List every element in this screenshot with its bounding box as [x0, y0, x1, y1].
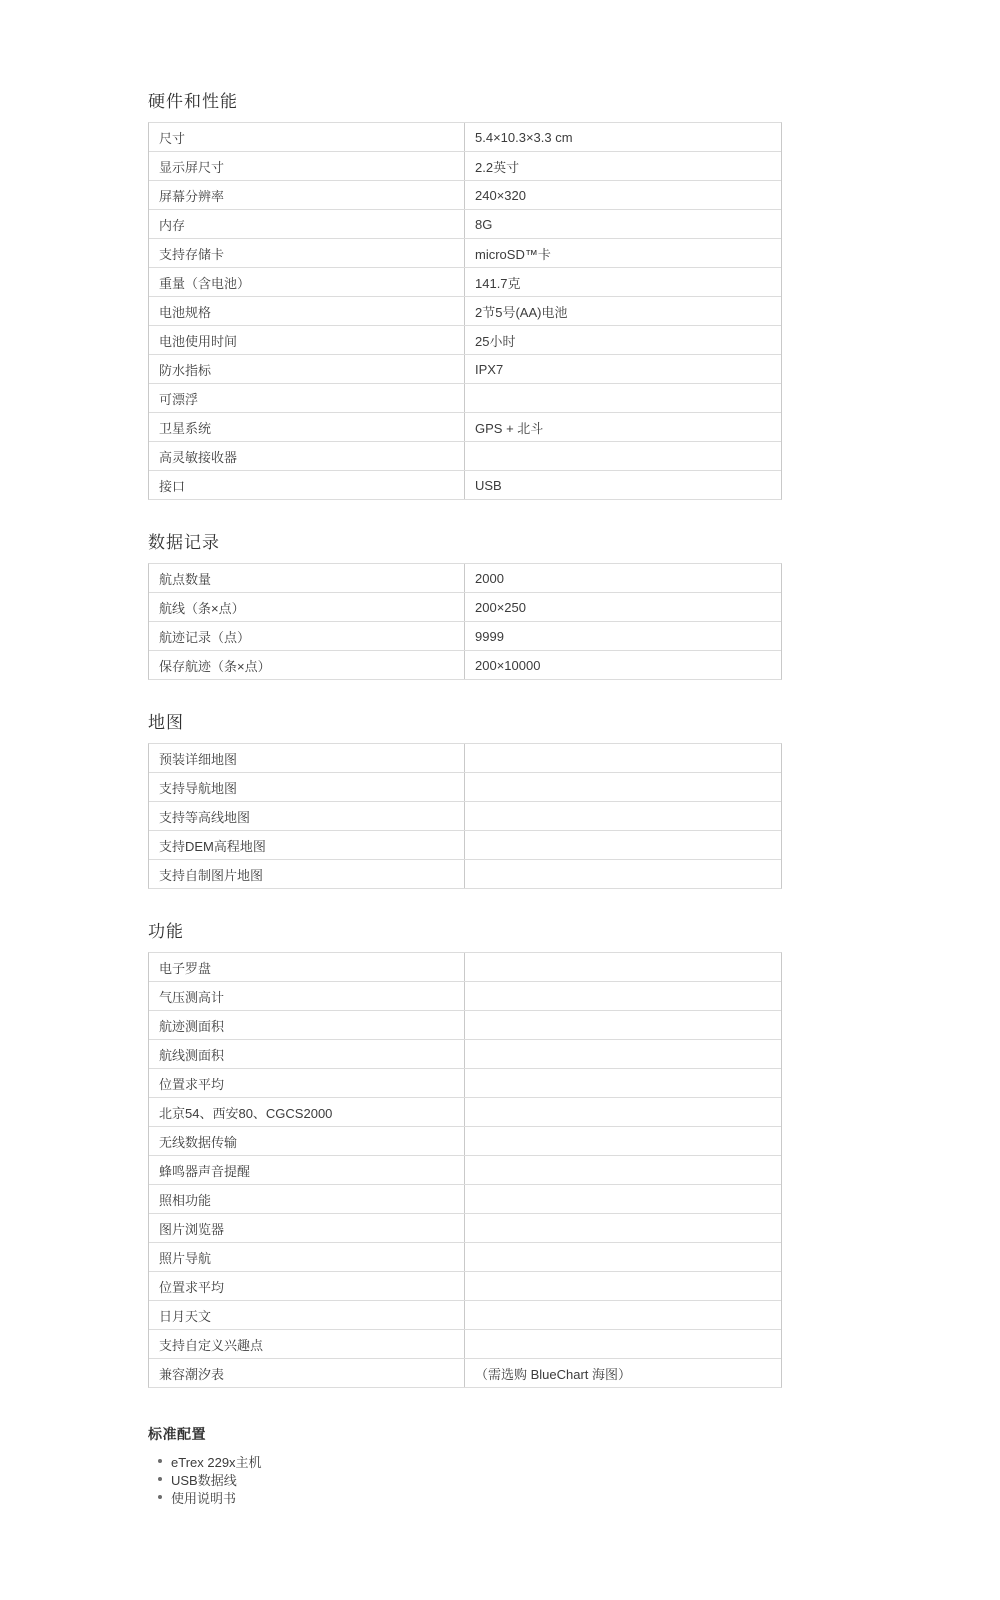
- spec-label: 气压测高计: [149, 982, 465, 1010]
- spec-label: 高灵敏接收器: [149, 442, 465, 470]
- spec-value: 8G: [475, 216, 493, 232]
- section-data-recording: [148, 534, 782, 680]
- spec-label: 图片浏览器: [149, 1214, 465, 1242]
- spec-row: [149, 1271, 781, 1300]
- spec-row: [149, 744, 781, 772]
- spec-row: [149, 1010, 781, 1039]
- spec-label: 北京54、西安80、CGCS2000: [149, 1098, 465, 1126]
- spec-value: [465, 831, 781, 859]
- spec-row: [149, 592, 781, 621]
- spec-label: 电子罗盘: [149, 953, 465, 981]
- spec-label: 兼容潮汐表: [149, 1359, 465, 1387]
- spec-row: [149, 1184, 781, 1213]
- spec-row: [149, 238, 781, 267]
- spec-row: [149, 830, 781, 859]
- spec-value: [465, 744, 781, 772]
- spec-value: [465, 1330, 781, 1358]
- section-title: 硬件和性能: [148, 92, 238, 111]
- spec-row: [149, 1329, 781, 1358]
- spec-row: [149, 1213, 781, 1242]
- spec-table-hardware: [148, 122, 782, 500]
- spec-value: [465, 1301, 781, 1329]
- section-maps: [148, 714, 782, 889]
- spec-row: [149, 981, 781, 1010]
- spec-row: [149, 383, 781, 412]
- spec-label: 重量（含电池）: [149, 268, 465, 296]
- spec-value: [465, 982, 781, 1010]
- spec-row: [149, 1039, 781, 1068]
- spec-label: 电池规格: [149, 297, 465, 325]
- spec-row: [149, 1358, 781, 1387]
- spec-label: 支持存储卡: [149, 239, 465, 267]
- spec-value: [465, 1185, 781, 1213]
- spec-value: [465, 1069, 781, 1097]
- section-features: [148, 923, 782, 1388]
- section-title: 功能: [148, 922, 184, 941]
- spec-value: microSD™卡: [475, 246, 551, 262]
- spec-row: [149, 354, 781, 383]
- spec-label: 航迹记录（点）: [149, 622, 465, 650]
- spec-value: IPX7: [475, 361, 504, 377]
- spec-label: 尺寸: [149, 123, 465, 151]
- spec-row: [149, 1126, 781, 1155]
- spec-value: 240×320: [475, 187, 526, 203]
- spec-label: 支持DEM高程地图: [149, 831, 465, 859]
- spec-label: 无线数据传输: [149, 1127, 465, 1155]
- config-item-label: USB数据线: [171, 1472, 237, 1488]
- spec-label: 显示屏尺寸: [149, 152, 465, 180]
- spec-value: [465, 1156, 781, 1184]
- spec-row: [149, 772, 781, 801]
- list-item: [158, 1452, 782, 1470]
- spec-label: 照相功能: [149, 1185, 465, 1213]
- list-item: [158, 1488, 782, 1506]
- spec-label: 保存航迹（条×点）: [149, 651, 465, 679]
- spec-label: 卫星系统: [149, 413, 465, 441]
- spec-label: 航线测面积: [149, 1040, 465, 1068]
- config-item-label: eTrex 229x主机: [171, 1454, 262, 1470]
- spec-value: [465, 442, 781, 470]
- spec-row: [149, 650, 781, 679]
- spec-row: [149, 1242, 781, 1271]
- spec-value: USB: [475, 477, 502, 493]
- spec-row: [149, 564, 781, 592]
- spec-label: 航点数量: [149, 564, 465, 592]
- standard-config-title: 标准配置: [148, 1426, 206, 1442]
- spec-label: 预装详细地图: [149, 744, 465, 772]
- spec-label: 蜂鸣器声音提醒: [149, 1156, 465, 1184]
- spec-row: [149, 151, 781, 180]
- config-item-label: 使用说明书: [171, 1490, 237, 1506]
- spec-value: [465, 1098, 781, 1126]
- spec-value: [465, 773, 781, 801]
- spec-row: [149, 1097, 781, 1126]
- spec-row: [149, 441, 781, 470]
- spec-value: [465, 953, 781, 981]
- spec-value: [465, 1272, 781, 1300]
- spec-label: 支持自定义兴趣点: [149, 1330, 465, 1358]
- spec-value: [465, 1214, 781, 1242]
- spec-row: [149, 470, 781, 499]
- spec-row: [149, 123, 781, 151]
- spec-label: 可漂浮: [149, 384, 465, 412]
- spec-row: [149, 1300, 781, 1329]
- spec-row: [149, 953, 781, 981]
- spec-value: 141.7克: [475, 275, 521, 291]
- spec-table-data-recording: [148, 563, 782, 680]
- spec-label: 位置求平均: [149, 1272, 465, 1300]
- spec-table-maps: [148, 743, 782, 889]
- spec-row: [149, 801, 781, 830]
- spec-row: [149, 325, 781, 354]
- spec-row: [149, 412, 781, 441]
- standard-config-section: [148, 1426, 782, 1506]
- section-title: 数据记录: [148, 533, 220, 552]
- spec-row: [149, 180, 781, 209]
- spec-label: 接口: [149, 471, 465, 499]
- bullet-icon: [158, 1459, 162, 1463]
- spec-row: [149, 296, 781, 325]
- spec-label: 日月天文: [149, 1301, 465, 1329]
- bullet-icon: [158, 1495, 162, 1499]
- spec-label: 屏幕分辨率: [149, 181, 465, 209]
- spec-value: 25小时: [475, 333, 516, 349]
- spec-label: 内存: [149, 210, 465, 238]
- spec-value: 2000: [475, 570, 504, 586]
- bullet-icon: [158, 1477, 162, 1481]
- spec-value: 200×10000: [475, 657, 541, 673]
- spec-value: 2.2英寸: [475, 159, 520, 175]
- spec-value: 9999: [475, 628, 504, 644]
- spec-row: [149, 209, 781, 238]
- spec-table-features: [148, 952, 782, 1388]
- spec-row: [149, 267, 781, 296]
- spec-value: [465, 384, 781, 412]
- spec-value: （需选购 BlueChart 海图）: [475, 1366, 632, 1382]
- spec-label: 电池使用时间: [149, 326, 465, 354]
- spec-row: [149, 859, 781, 888]
- spec-label: 防水指标: [149, 355, 465, 383]
- spec-label: 支持导航地图: [149, 773, 465, 801]
- spec-value: [465, 1127, 781, 1155]
- standard-config-list: [148, 1452, 782, 1506]
- spec-row: [149, 621, 781, 650]
- spec-value: [465, 1011, 781, 1039]
- spec-label: 航迹测面积: [149, 1011, 465, 1039]
- spec-value: 200×250: [475, 599, 526, 615]
- spec-value: GPS + 北斗: [475, 420, 544, 436]
- section-title: 地图: [148, 713, 184, 732]
- spec-value: 5.4×10.3×3.3 cm: [475, 129, 573, 145]
- spec-value: [465, 1243, 781, 1271]
- spec-label: 航线（条×点）: [149, 593, 465, 621]
- spec-value: [465, 1040, 781, 1068]
- spec-label: 支持自制图片地图: [149, 860, 465, 888]
- spec-row: [149, 1155, 781, 1184]
- spec-label: 位置求平均: [149, 1069, 465, 1097]
- spec-value: 2节5号(AA)电池: [475, 304, 568, 320]
- spec-value: [465, 802, 781, 830]
- spec-label: 照片导航: [149, 1243, 465, 1271]
- section-hardware-performance: [148, 93, 782, 500]
- spec-row: [149, 1068, 781, 1097]
- spec-label: 支持等高线地图: [149, 802, 465, 830]
- list-item: [158, 1470, 782, 1488]
- spec-value: [465, 860, 781, 888]
